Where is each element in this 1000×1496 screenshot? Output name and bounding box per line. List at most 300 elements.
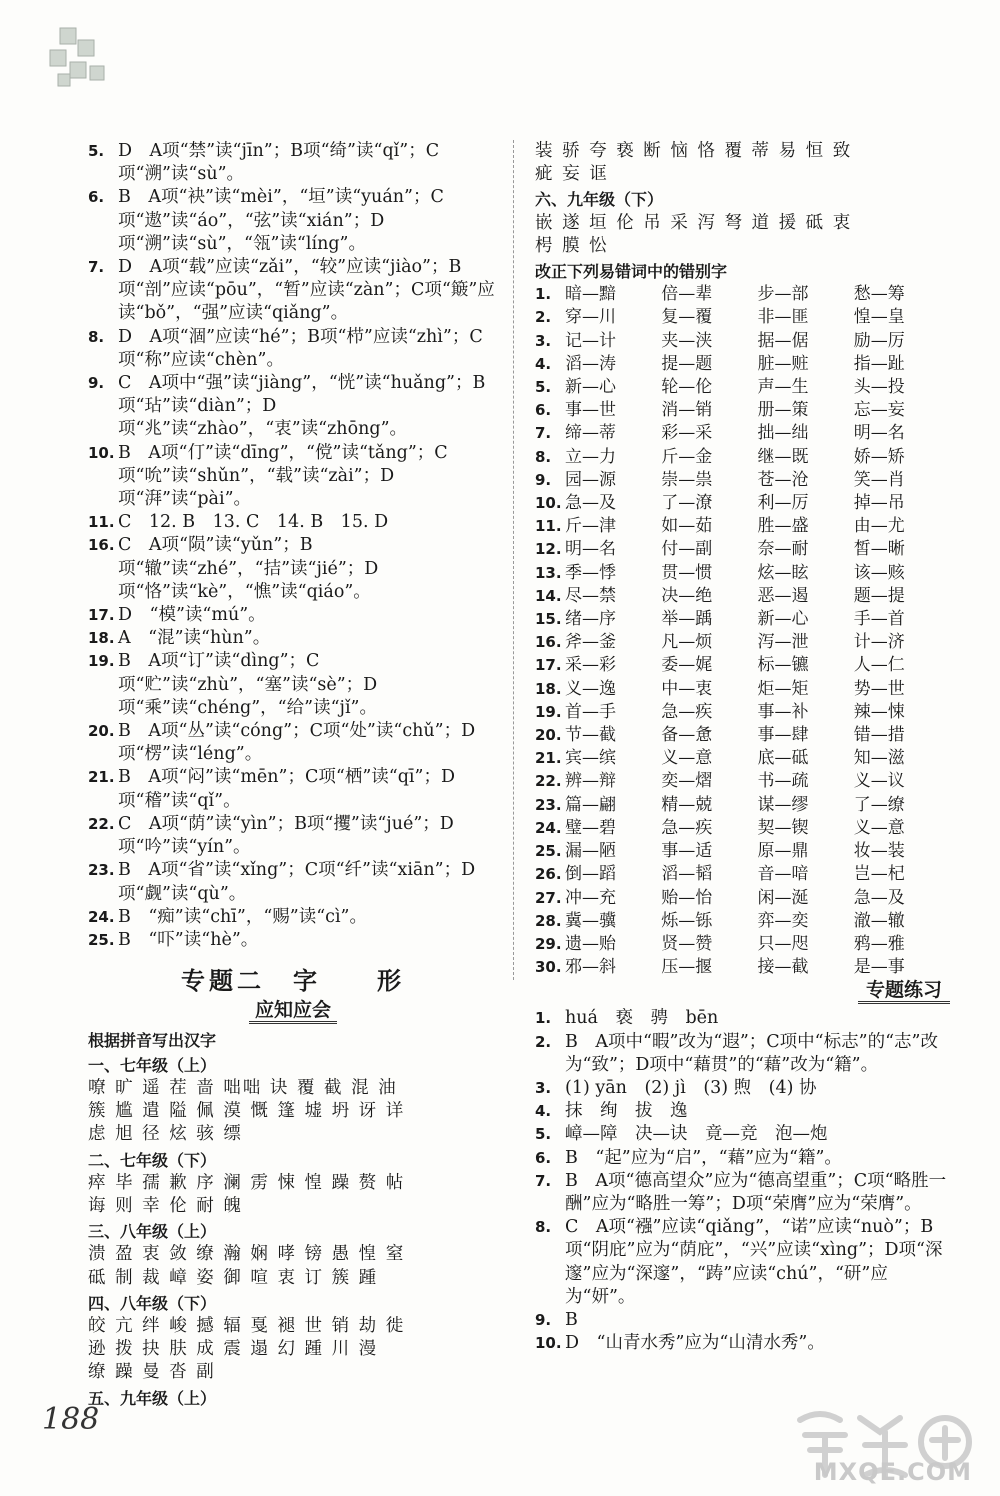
correction-pair: 倒—蹈 (565, 864, 616, 885)
correction-pair: 脏—赃 (757, 353, 809, 374)
correction-pair: 轮—伦 (661, 377, 713, 398)
answer-text: D A项“载”应读“zǎi”，“较”应读“jiào”；B项“剖”应读“pōu”，“暂”应读“zàn”；C项“簸”应读“bǒ”，“强”应读“qiǎng”。 (118, 257, 495, 324)
correction-pair: 鸦—雅 (853, 933, 905, 954)
correction-row (535, 608, 950, 631)
answer-item (88, 929, 498, 952)
correction-pair: 明—名 (853, 423, 905, 444)
correction-row (535, 910, 950, 933)
correction-pair: 急—及 (565, 493, 616, 514)
row-number: 9. (535, 470, 552, 489)
row-number: 2. (535, 308, 552, 327)
correction-pair: 压—揠 (661, 957, 713, 978)
char-line: 砥 制 裁 嶂 姿 御 喧 衷 订 簇 踵 (88, 1267, 379, 1288)
correction-pair: 炫—眩 (757, 562, 809, 583)
row-number: 18. (535, 679, 562, 698)
exercise-item (535, 1147, 950, 1170)
correction-row (535, 817, 950, 840)
exercise-item (535, 1077, 950, 1100)
exercise-number: 9. (535, 1310, 552, 1329)
correction-pair: 滔—韬 (661, 864, 713, 885)
correction-row (535, 446, 950, 469)
exercise-item (535, 1170, 950, 1216)
correction-pair: 底—砥 (757, 748, 809, 769)
exercise-banner (535, 979, 950, 1002)
correction-row (535, 840, 950, 863)
correction-pair: 皙—晰 (853, 539, 905, 560)
exercise-number: 1. (535, 1009, 552, 1028)
correction-pair: 错—措 (853, 725, 905, 746)
correction-row (535, 562, 950, 585)
char-line: 溃 盈 衷 敛 缭 瀚 娴 哮 镑 愚 惶 窒 (88, 1244, 406, 1265)
correction-pair: 题—提 (853, 585, 905, 606)
row-number: 20. (535, 726, 562, 745)
correction-pair: 凡—烦 (661, 632, 713, 653)
grade-groups (88, 1054, 498, 1410)
correction-pair: 义—逸 (565, 678, 616, 699)
correction-pair: 缔—蒂 (565, 423, 616, 444)
exercise-number: 10. (535, 1334, 562, 1353)
row-number: 24. (535, 818, 562, 837)
correction-pair: 漏—陋 (565, 841, 616, 862)
correction-pair: 冲—充 (565, 887, 616, 908)
correction-pair: 惶—皇 (853, 307, 905, 328)
correction-pair: 辣—悚 (853, 701, 905, 722)
answer-number: 5. (88, 142, 105, 160)
section-banner (88, 999, 498, 1022)
correction-pair: 奈—耐 (757, 539, 809, 560)
exercise-text: B A项“德高望众”应为“德高望重”；C项“略胜一酬”应为“略胜一筹”；D项“荣膺”应为“荣膺”。 (565, 1170, 947, 1214)
answer-item (88, 256, 498, 326)
exercise-item (535, 1309, 950, 1332)
correction-pair: 璧—碧 (565, 817, 616, 838)
correction-pair: 胜—盛 (757, 516, 809, 537)
correction-row (535, 631, 950, 654)
answer-number: 21. (88, 768, 115, 787)
answer-text: D A项“涸”应读“hé”；B项“栉”应读“zhì”；C项“称”应读“chèn”。 (118, 326, 483, 370)
answer-number: 10. (88, 443, 115, 462)
correction-pair: 恶—遏 (757, 585, 809, 606)
exercise-text: B (565, 1309, 578, 1330)
char-line: 瘁 毕 孺 歉 序 澜 雳 悚 惶 躁 赘 帖 (88, 1172, 406, 1193)
correction-row (535, 283, 950, 306)
correction-row (535, 747, 950, 770)
correction-pair: 只—咫 (757, 933, 809, 954)
grade-heading: 三、八年级（上） (88, 1222, 217, 1242)
correction-pair: 冀—骥 (565, 910, 616, 931)
correction-pair: 急—疾 (661, 701, 713, 722)
answer-number: 23. (88, 861, 115, 880)
exercise-text: 嶂—障 决—诀 竟—竞 泡—炮 (565, 1124, 828, 1145)
correction-row (535, 538, 950, 561)
correction-pair: 园—源 (565, 469, 616, 490)
left-column (88, 140, 498, 1410)
answer-text: C A项“荫”读“yìn”；B项“攫”读“jué”；D项“吟”读“yín”。 (118, 813, 454, 858)
char-line: 枵 膜 忪 (535, 235, 609, 256)
correction-pair: 计—济 (853, 632, 905, 653)
exercise-number: 2. (535, 1032, 552, 1051)
answer-number: 20. (88, 722, 115, 741)
answer-item (88, 186, 498, 256)
answer-number: 16. (88, 536, 115, 555)
correction-pair: 继—既 (757, 446, 809, 467)
grade-heading: 五、九年级（上） (88, 1388, 217, 1408)
grade-heading: 二、七年级（下） (88, 1150, 217, 1170)
correction-pair: 势—世 (853, 678, 905, 699)
char-line: 诲 则 幸 伦 耐 魄 (88, 1195, 243, 1216)
correction-pair: 妆—装 (853, 841, 905, 862)
char-line: 嘹 旷 遥 茬 啬 咄咄 诀 覆 截 混 油 (88, 1077, 398, 1098)
exercise-text: huá 亵 骋 bēn (565, 1008, 719, 1029)
correction-pair: 斤—津 (565, 516, 616, 537)
correction-pair: 书—疏 (757, 771, 809, 792)
answer-text: B A项“订”读“dìng”；C项“贮”读“zhù”，“塞”读“sè”；D项“乘”读“chéng”，“给”读“jǐ”。 (118, 651, 378, 718)
grade-heading: 四、八年级（下） (88, 1293, 217, 1313)
answer-item (88, 720, 498, 766)
answer-item (88, 766, 498, 812)
answer-number: 22. (88, 814, 115, 833)
correction-pair: 知—滋 (853, 748, 905, 769)
correction-pair: 穿—川 (565, 307, 616, 328)
row-number: 26. (535, 865, 562, 884)
correction-pair: 贤—赞 (661, 933, 713, 954)
correction-pair: 义—议 (853, 771, 905, 792)
row-number: 17. (535, 656, 562, 675)
correction-pair: 斧—釜 (565, 632, 616, 653)
instruction-heading: 根据拼音写出汉字 (88, 1030, 217, 1050)
correction-pair: 绪—序 (565, 609, 616, 630)
right-column (535, 140, 950, 1355)
correction-row (535, 863, 950, 886)
answer-item (88, 859, 498, 905)
char-line: 皎 亢 绊 峻 撼 辐 戛 褪 世 销 劫 徙 (88, 1315, 406, 1336)
answer-item (88, 650, 498, 720)
correction-pair: 烁—铄 (661, 910, 713, 931)
column-divider (513, 140, 514, 980)
row-number: 3. (535, 331, 552, 350)
answer-text: D “模”读“mú”。 (118, 605, 266, 626)
answer-item (88, 813, 498, 859)
answer-number: 6. (88, 188, 105, 207)
correction-pair: 消—销 (661, 400, 713, 421)
answer-item (88, 442, 498, 512)
correction-pair: 炬—矩 (757, 678, 809, 699)
correction-row (535, 306, 950, 329)
correction-pair: 篇—翩 (565, 794, 616, 815)
answer-text: B A项“袂”读“mèi”，“垣”读“yuán”；C项“遨”读“áo”，“弦”读“xián”；D项“溯”读“sù”，“瓴”读“líng”。 (118, 187, 444, 254)
answer-text: D A项“禁”读“jīn”；B项“绮”读“qǐ”；C项“溯”读“sù”。 (118, 141, 440, 185)
exercise-text: B “起”应为“启”，“藉”应为“籍”。 (565, 1147, 842, 1168)
correction-row (535, 654, 950, 677)
correction-pair: 契—锲 (757, 817, 809, 838)
row-number: 7. (535, 424, 552, 443)
exercise-text: B A项中“暇”改为“遐”；C项中“标志”的“志”改为“致”；D项中“藉贯”的“藉”改为“籍”。 (565, 1031, 938, 1075)
answer-number: 24. (88, 907, 115, 926)
correction-row (535, 933, 950, 956)
exercise-number: 4. (535, 1102, 552, 1121)
char-line: 逊 拨 抉 肤 成 震 遢 幻 踵 川 漫 (88, 1339, 379, 1360)
row-number: 28. (535, 911, 562, 930)
char-line: 缭 躁 曼 沓 副 (88, 1362, 216, 1383)
row-number: 5. (535, 378, 552, 397)
correction-pair: 夹—浃 (661, 330, 713, 351)
correction-row (535, 353, 950, 376)
correction-pair: 忘—妄 (853, 400, 905, 421)
char-line: 装 骄 夸 亵 断 恼 恪 覆 蒂 易 恒 致 (535, 141, 853, 161)
correction-pair: 声—生 (757, 377, 809, 398)
answer-item (88, 140, 498, 186)
exercise-list (535, 1007, 950, 1355)
correction-pair: 新—心 (565, 377, 616, 398)
correction-pair: 了—缭 (853, 794, 905, 815)
page-number: 188 (42, 1402, 100, 1437)
answer-text: B A项“丛”读“cóng”；C项“处”读“chǔ”；D项“楞”读“léng”。 (118, 721, 476, 765)
correction-pair: 事—世 (565, 400, 616, 421)
correction-pair: 接—截 (757, 957, 809, 978)
correction-pair: 季—悸 (565, 562, 616, 583)
row-number: 4. (535, 354, 552, 373)
exercise-item (535, 1123, 950, 1146)
answer-text: B A项“仃”读“dīng”，“傥”读“tǎng”；C项“吮”读“shǔn”，“载”读“zài”；D项“湃”读“pài”。 (118, 442, 448, 510)
correction-pair: 笑—肖 (853, 469, 905, 490)
exercise-number: 7. (535, 1171, 552, 1190)
row-number: 13. (535, 563, 562, 582)
correction-pair: 遗—贻 (565, 933, 616, 954)
correction-pair: 首—手 (565, 701, 616, 722)
row-number: 10. (535, 494, 562, 513)
correction-pair: 愁—筹 (853, 284, 905, 305)
answer-list (88, 140, 498, 952)
answer-number: 17. (88, 606, 115, 625)
correction-pair: 贻—怡 (661, 887, 713, 908)
correction-row (535, 330, 950, 353)
correction-pair: 谋—缪 (757, 794, 809, 815)
row-number: 1. (535, 285, 552, 304)
exercise-item (535, 1007, 950, 1030)
row-number: 25. (535, 842, 562, 861)
correction-row (535, 701, 950, 724)
correction-row (535, 422, 950, 445)
answer-item (88, 511, 498, 534)
correction-pair: 了—潦 (661, 493, 713, 514)
row-number: 29. (535, 934, 562, 953)
correction-pair: 邪—斜 (565, 957, 616, 978)
correction-pair: 非—匪 (757, 307, 809, 328)
answer-item (88, 534, 498, 604)
correction-pair: 娇—矫 (853, 446, 905, 467)
answer-text: C 12. B 13. C 14. B 15. D (118, 512, 389, 533)
answer-number: 25. (88, 930, 115, 949)
correction-pair: 贯—惯 (661, 562, 713, 583)
correction-pair: 提—题 (661, 353, 713, 374)
correction-pair: 倍—辈 (661, 284, 713, 305)
correction-pair: 立—力 (565, 446, 616, 467)
exercise-number: 8. (535, 1218, 552, 1237)
exercise-banner-label: 专题练习 (858, 979, 950, 1004)
answer-text: C A项中“强”读“jiàng”，“恍”读“huǎng”；B项“玷”读“diàn”；D项“兆”读“zhào”，“衷”读“zhōng”。 (118, 373, 486, 440)
correction-pair: 明—名 (565, 539, 616, 560)
correction-pair: 付—副 (661, 539, 713, 560)
correction-pair: 采—彩 (565, 655, 616, 676)
correction-row (535, 399, 950, 422)
correction-pair: 据—倨 (757, 330, 809, 351)
correction-pair: 节—截 (565, 725, 616, 746)
correction-pair: 委—娓 (661, 655, 713, 676)
correction-pair: 掉—吊 (853, 493, 905, 514)
exercise-text: 抹 绚 拔 逸 (565, 1101, 688, 1122)
answer-item (88, 906, 498, 929)
correction-pair: 步—部 (757, 284, 809, 305)
watermark-url: MXQE.COM (813, 1458, 972, 1486)
row-number: 27. (535, 888, 562, 907)
answer-text: C A项“陨”读“yǔn”；B项“辙”读“zhé”，“拮”读“jié”；D项“恪”读“kè”，“憔”读“qiáo”。 (118, 535, 379, 602)
correction-pair: 岂—杞 (853, 864, 905, 885)
correction-pair: 如—茹 (661, 516, 713, 537)
correction-pair: 新—心 (757, 609, 809, 630)
section-banner-label: 应知应会 (249, 999, 337, 1024)
correction-pair: 尽—禁 (565, 585, 616, 606)
correction-row (535, 678, 950, 701)
correction-pair: 宾—缤 (565, 748, 616, 769)
correction-pair: 事—补 (757, 701, 809, 722)
exercise-item (535, 1216, 950, 1309)
exercise-text: C A项“襁”应读“qiǎng”，“诺”应读“nuò”；B项“阴庇”应为“荫庇”，“兴”应读“xìng”；D项“深邃”应为“深邃”，“踌”应读“chú”，“研”应为“妍”。 (565, 1217, 943, 1307)
exercise-text: (1) yān (2) jì (3) 煦 (4) 协 (565, 1077, 817, 1098)
correction-row (535, 492, 950, 515)
row-number: 12. (535, 540, 562, 559)
correction-pair: 该—赅 (853, 562, 905, 583)
correction-pair: 苍—沧 (757, 469, 809, 490)
correction-row (535, 724, 950, 747)
answer-text: B A项“闷”读“mēn”；C项“栖”读“qī”；D项“稽”读“qǐ”。 (118, 767, 456, 811)
row-number: 22. (535, 772, 562, 791)
answer-text: B A项“省”读“xǐng”；C项“纤”读“xiān”；D项“觑”读“qù”。 (118, 860, 476, 904)
answer-text: B “吓”读“hè”。 (118, 929, 259, 950)
correction-pair: 义—意 (661, 748, 713, 769)
char-lines (535, 140, 950, 186)
correction-pair: 澈—辙 (853, 910, 905, 931)
row-number: 11. (535, 517, 562, 536)
correction-pair: 备—惫 (661, 725, 713, 746)
char-line: 嵌 遂 垣 伦 吊 采 泻 弩 道 援 砥 衷 (535, 212, 853, 233)
correction-pair: 利—厉 (757, 493, 809, 514)
answer-number: 18. (88, 629, 115, 648)
answer-item (88, 604, 498, 627)
row-number: 21. (535, 749, 562, 768)
correction-pair: 奕—熠 (661, 771, 713, 792)
correction-pair: 手—首 (853, 609, 905, 630)
row-number: 19. (535, 702, 562, 721)
correction-pair: 头—投 (853, 377, 905, 398)
answer-number: 11. (88, 513, 115, 532)
correction-row (535, 376, 950, 399)
answer-number: 19. (88, 652, 115, 671)
correction-pair: 记—计 (565, 330, 616, 351)
correction-pair: 拙—绌 (757, 423, 809, 444)
correction-pair: 人—仁 (853, 655, 905, 676)
answer-text: B “痴”读“chī”，“赐”读“cì”。 (118, 906, 367, 927)
correction-pair: 事—适 (661, 841, 713, 862)
correction-pair: 闲—涎 (757, 887, 809, 908)
correction-row (535, 794, 950, 817)
char-line: 虑 旭 径 炫 骇 缥 (88, 1124, 243, 1145)
correction-row (535, 585, 950, 608)
row-number: 14. (535, 586, 562, 605)
correction-pair: 滔—涛 (565, 353, 616, 374)
correction-pairs (535, 283, 950, 979)
correction-pair: 弈—奕 (757, 910, 809, 931)
row-number: 15. (535, 610, 562, 629)
correction-pair: 原—鼎 (757, 841, 809, 862)
correction-pair: 精—兢 (661, 794, 713, 815)
correction-pair: 崇—祟 (661, 469, 713, 490)
exercise-number: 6. (535, 1148, 552, 1167)
correction-pair: 是—事 (853, 957, 905, 978)
cube-logo-icon (40, 18, 120, 98)
char-line: 簇 尴 遣 隘 佩 漠 慨 篷 墟 坍 讶 详 (88, 1101, 406, 1122)
answer-number: 9. (88, 374, 105, 393)
correction-row (535, 887, 950, 910)
topic-title: 专题二 字 形 (181, 967, 405, 996)
correction-pair: 决—绝 (661, 585, 713, 606)
row-number: 8. (535, 447, 552, 466)
answer-number: 8. (88, 327, 105, 346)
exercise-number: 3. (535, 1078, 552, 1097)
char-line: 疵 妄 诓 (535, 164, 609, 185)
grade-char-lines (535, 212, 950, 258)
correction-pair: 暗—黯 (565, 284, 616, 305)
correction-row (535, 956, 950, 979)
correction-pair: 举—踽 (661, 609, 713, 630)
correction-pair: 急—疾 (661, 817, 713, 838)
correction-pair: 泻—泄 (757, 632, 809, 653)
correction-pair: 音—喑 (757, 864, 809, 885)
correction-pair: 励—厉 (853, 330, 905, 351)
correction-pair: 义—意 (853, 817, 905, 838)
correction-pair: 指—趾 (853, 353, 905, 374)
exercise-item (535, 1031, 950, 1077)
correction-pair: 由—尤 (853, 516, 905, 537)
correction-pair: 册—策 (757, 400, 809, 421)
correction-pair: 事—肆 (757, 725, 809, 746)
correction-row (535, 469, 950, 492)
correction-pair: 急—及 (853, 887, 905, 908)
correction-row (535, 515, 950, 538)
answer-item (88, 372, 498, 442)
row-number: 30. (535, 958, 562, 977)
correction-pair: 彩—采 (661, 423, 713, 444)
answer-number: 7. (88, 258, 105, 277)
grade-heading: 六、九年级（下） (535, 190, 664, 210)
exercise-number: 5. (535, 1125, 552, 1144)
correction-row (535, 770, 950, 793)
exercise-text: D “山青水秀”应为“山清水秀”。 (565, 1333, 825, 1354)
row-number: 23. (535, 795, 562, 814)
correction-pair: 复—覆 (661, 307, 713, 328)
exercise-item (535, 1332, 950, 1355)
answer-text: A “混”读“hùn”。 (118, 628, 271, 649)
correction-heading: 改正下列易错词中的错别字 (535, 262, 728, 282)
exercise-item (535, 1100, 950, 1123)
answer-item (88, 326, 498, 372)
row-number: 6. (535, 401, 552, 420)
correction-pair: 辨—辩 (565, 771, 616, 792)
answer-item (88, 627, 498, 650)
correction-pair: 中—衷 (661, 678, 713, 699)
correction-pair: 标—镳 (757, 655, 809, 676)
row-number: 16. (535, 633, 562, 652)
grade-heading: 一、七年级（上） (88, 1055, 217, 1075)
correction-pair: 斤—金 (661, 446, 713, 467)
